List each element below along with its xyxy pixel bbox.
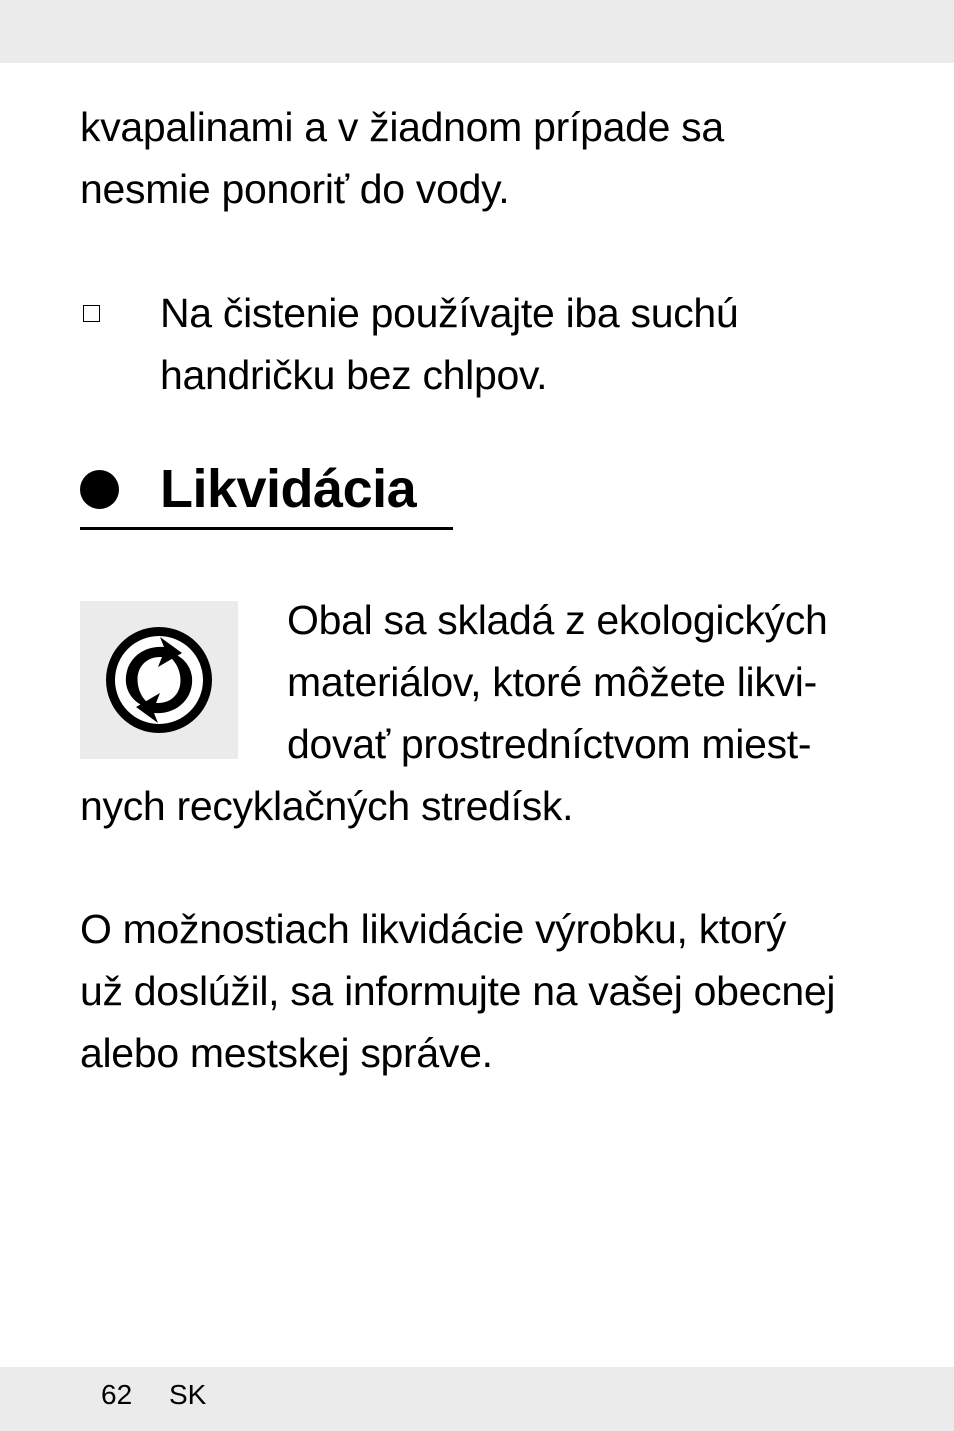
disposal-paragraph-tail: nych recyklačných stredísk. [80, 783, 574, 829]
page-number: 62 [101, 1379, 133, 1410]
section-title: Likvidácia [160, 459, 417, 519]
footer-band [0, 1367, 954, 1431]
disposal-paragraph-wrapped: Obal sa skladá z ekologických materiálov, ktoré môžete likvi- dovať prostredníctvom miest- [287, 597, 828, 767]
disposal-info-paragraph: O možnostiach likvidácie výrobku, ktorý už doslúžil, sa informujte na vašej obecnej alebo mestskej správe. [80, 906, 836, 1076]
header-band [0, 0, 954, 63]
checkbox-square-icon [83, 305, 100, 322]
filled-circle-icon [80, 470, 119, 509]
intro-paragraph: kvapalinami a v žiadnom prípade sa nesmie ponoriť do vody. [80, 104, 724, 212]
recycling-logo [80, 601, 238, 759]
bullet-paragraph: Na čistenie používajte iba suchú handričku bez chlpov. [160, 290, 739, 398]
green-dot-recycling-icon [102, 623, 216, 737]
language-code: SK [169, 1379, 207, 1410]
section-heading [80, 458, 453, 530]
